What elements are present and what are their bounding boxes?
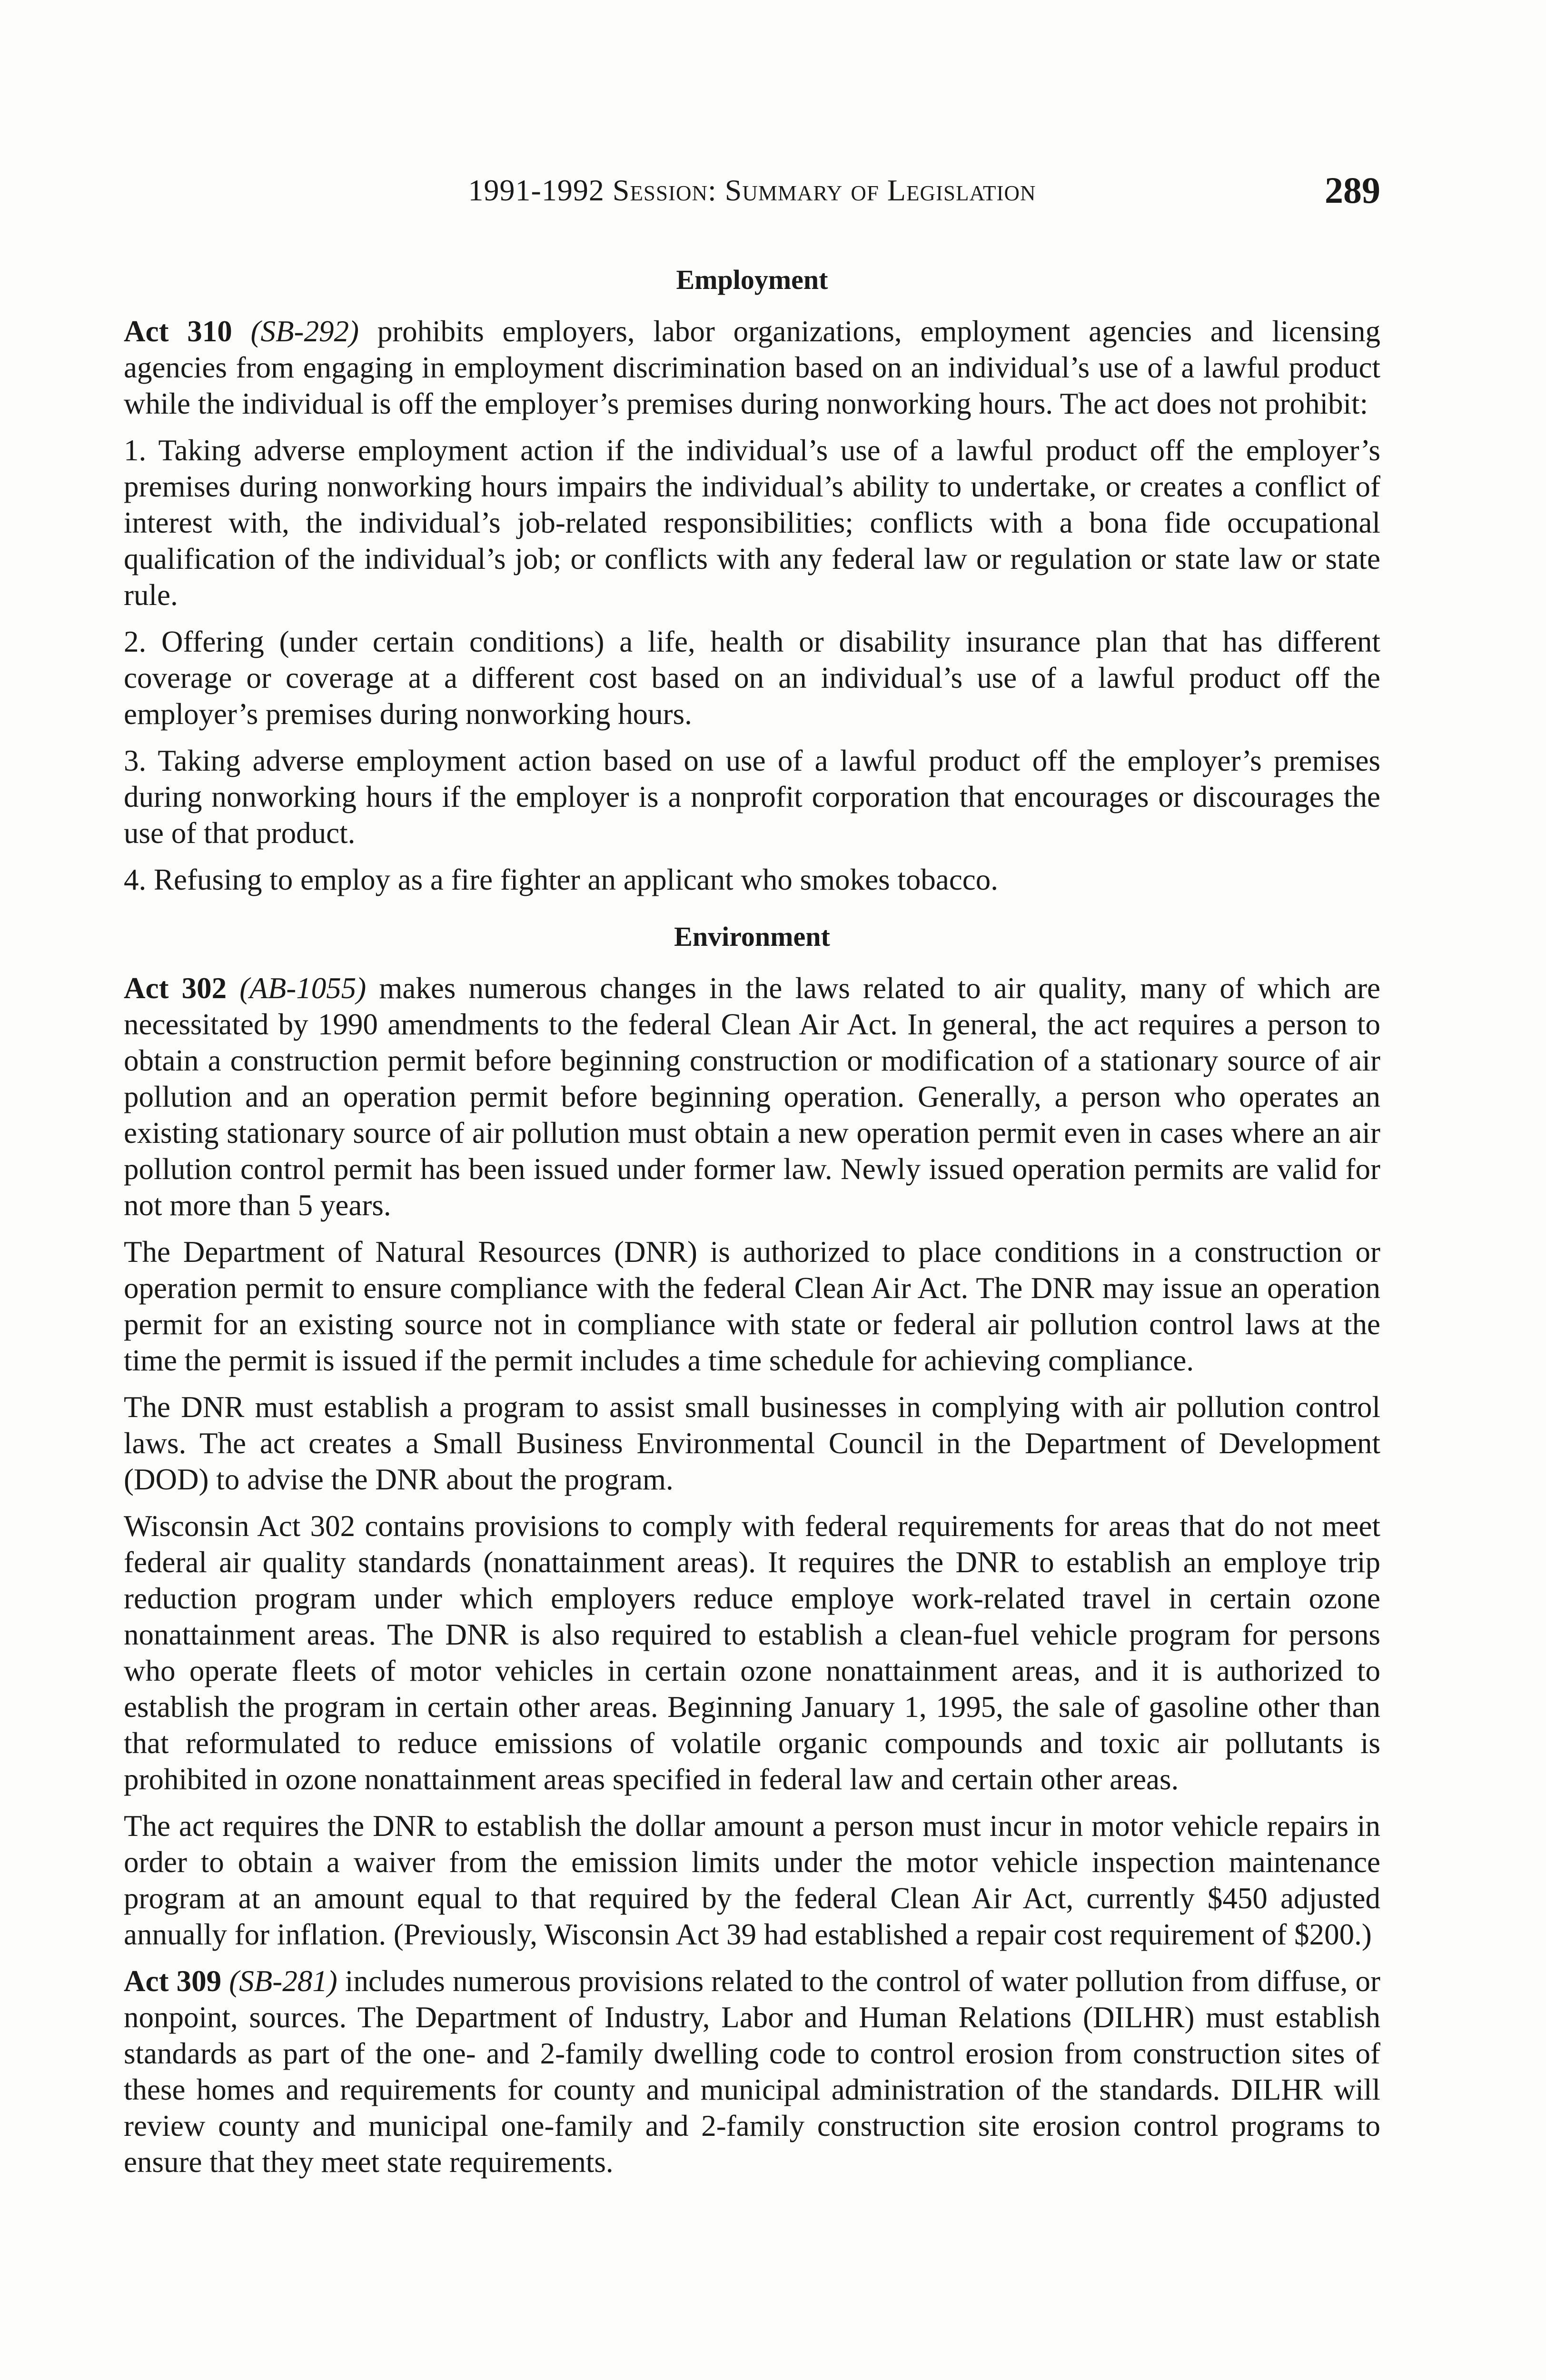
act-309-paragraph (124, 1963, 1380, 2180)
running-head: 1991-1992 Session: Summary of Legislation (468, 173, 1036, 207)
act-number: Act 310 (124, 315, 232, 348)
section-heading-environment: Environment (674, 921, 830, 952)
act-302-paragraph (124, 970, 1380, 1223)
body-paragraph: The act requires the DNR to establish the dollar amount a person must incur in motor vehicle repairs in order to obtain a waiver from the emission limits under the motor vehicle inspection maintenance program at an amount equal to that required by the federal Clean Air Act, currently $450 adjusted annually for inflation. (Previously, Wisconsin Act 39 had established a repair cost requirement of $200.) (124, 1809, 1380, 1951)
list-item: 2. Offering (under certain conditions) a life, health or disability insurance plan that has different coverage or coverage at a different cost based on an individual’s use of a lawful product off the employer’s premises during nonworking hours. (124, 625, 1380, 731)
section-heading-employment: Employment (676, 264, 828, 295)
body-paragraph: The DNR must establish a program to assist small businesses in complying with air pollution control laws. The act creates a Small Business Environmental Council in the Department of Development (DOD) to advise the DNR about the program. (124, 1390, 1380, 1496)
paragraph-text: prohibits employers, labor organizations, employment agencies and licensing agencies from engaging in employment discrimination based on an individual’s use of a lawful product while the individual is off the employer’s premises during nonworking hours. The act does not prohibit: (124, 315, 1380, 420)
page-header (124, 169, 1380, 212)
bill-number: (SB-281) (229, 1964, 337, 1998)
list-item: 4. Refusing to employ as a fire fighter an applicant who smokes tobacco. (124, 863, 998, 896)
page-content (124, 252, 1380, 2191)
list-item: 1. Taking adverse employment action if the individual’s use of a lawful product off the employer’s premises during nonworking hours impairs the individual’s ability to undertake, or creates a conflict of interest with, the individual’s job-related responsibilities; conflicts with a bona fide occupational qualification of the individual’s job; or conflicts with any federal law or regulation or state law or state rule. (124, 434, 1380, 612)
act-number: Act 302 (124, 972, 227, 1005)
page-number: 289 (1325, 169, 1380, 211)
body-paragraph: The Department of Natural Resources (DNR) is authorized to place conditions in a construction or operation permit to ensure compliance with the federal Clean Air Act. The DNR may issue an operation permit for an existing source not in compliance with state or federal air pollution control laws at the time the permit is issued if the permit includes a time schedule for achieving compliance. (124, 1235, 1380, 1377)
act-number: Act 309 (124, 1964, 222, 1998)
act-310-paragraph (124, 313, 1380, 422)
bill-number: (SB-292) (250, 315, 359, 348)
list-item: 3. Taking adverse employment action based on use of a lawful product off the employer’s premises during nonworking hours if the employer is a nonprofit corporation that encourages or discourages the use of that product. (124, 744, 1380, 850)
bill-number: (AB-1055) (239, 972, 367, 1005)
body-paragraph: Wisconsin Act 302 contains provisions to comply with federal requirements for areas that do not meet federal air quality standards (nonattainment areas). It requires the DNR to establish an employe trip reduction program under which employers reduce employe work-related travel in certain ozone nonattainment areas. The DNR is also required to establish a clean-fuel vehicle program for persons who operate fleets of motor vehicles in certain ozone nonattainment areas, and it is authorized to establish the program in certain other areas. Beginning January 1, 1995, the sale of gasoline other than that reformulated to reduce emissions of volatile organic compounds and toxic air pollutants is prohibited in ozone nonattainment areas specified in federal law and certain other areas. (124, 1509, 1380, 1796)
paragraph-text: makes numerous changes in the laws related to air quality, many of which are necessitated by 1990 amendments to the federal Clean Air Act. In general, the act requires a person to obtain a construction permit before beginning construction or modification of a stationary source of air pollution and an operation permit before beginning operation. Generally, a person who operates an existing stationary source of air pollution must obtain a new operation permit even in cases where an air pollution control permit has been issued under former law. Newly issued operation permits are valid for not more than 5 years. (124, 972, 1381, 1222)
paragraph-text: includes numerous provisions related to the control of water pollution from diffuse, or nonpoint, sources. The Department of Industry, Labor and Human Relations (DILHR) must establish standards as part of the one- and 2-family dwelling code to control erosion from construction sites of these homes and requirements for county and municipal administration of the standards. DILHR will review county and municipal one-family and 2-family construction site erosion control programs to ensure that they meet state requirements. (124, 1964, 1380, 2179)
